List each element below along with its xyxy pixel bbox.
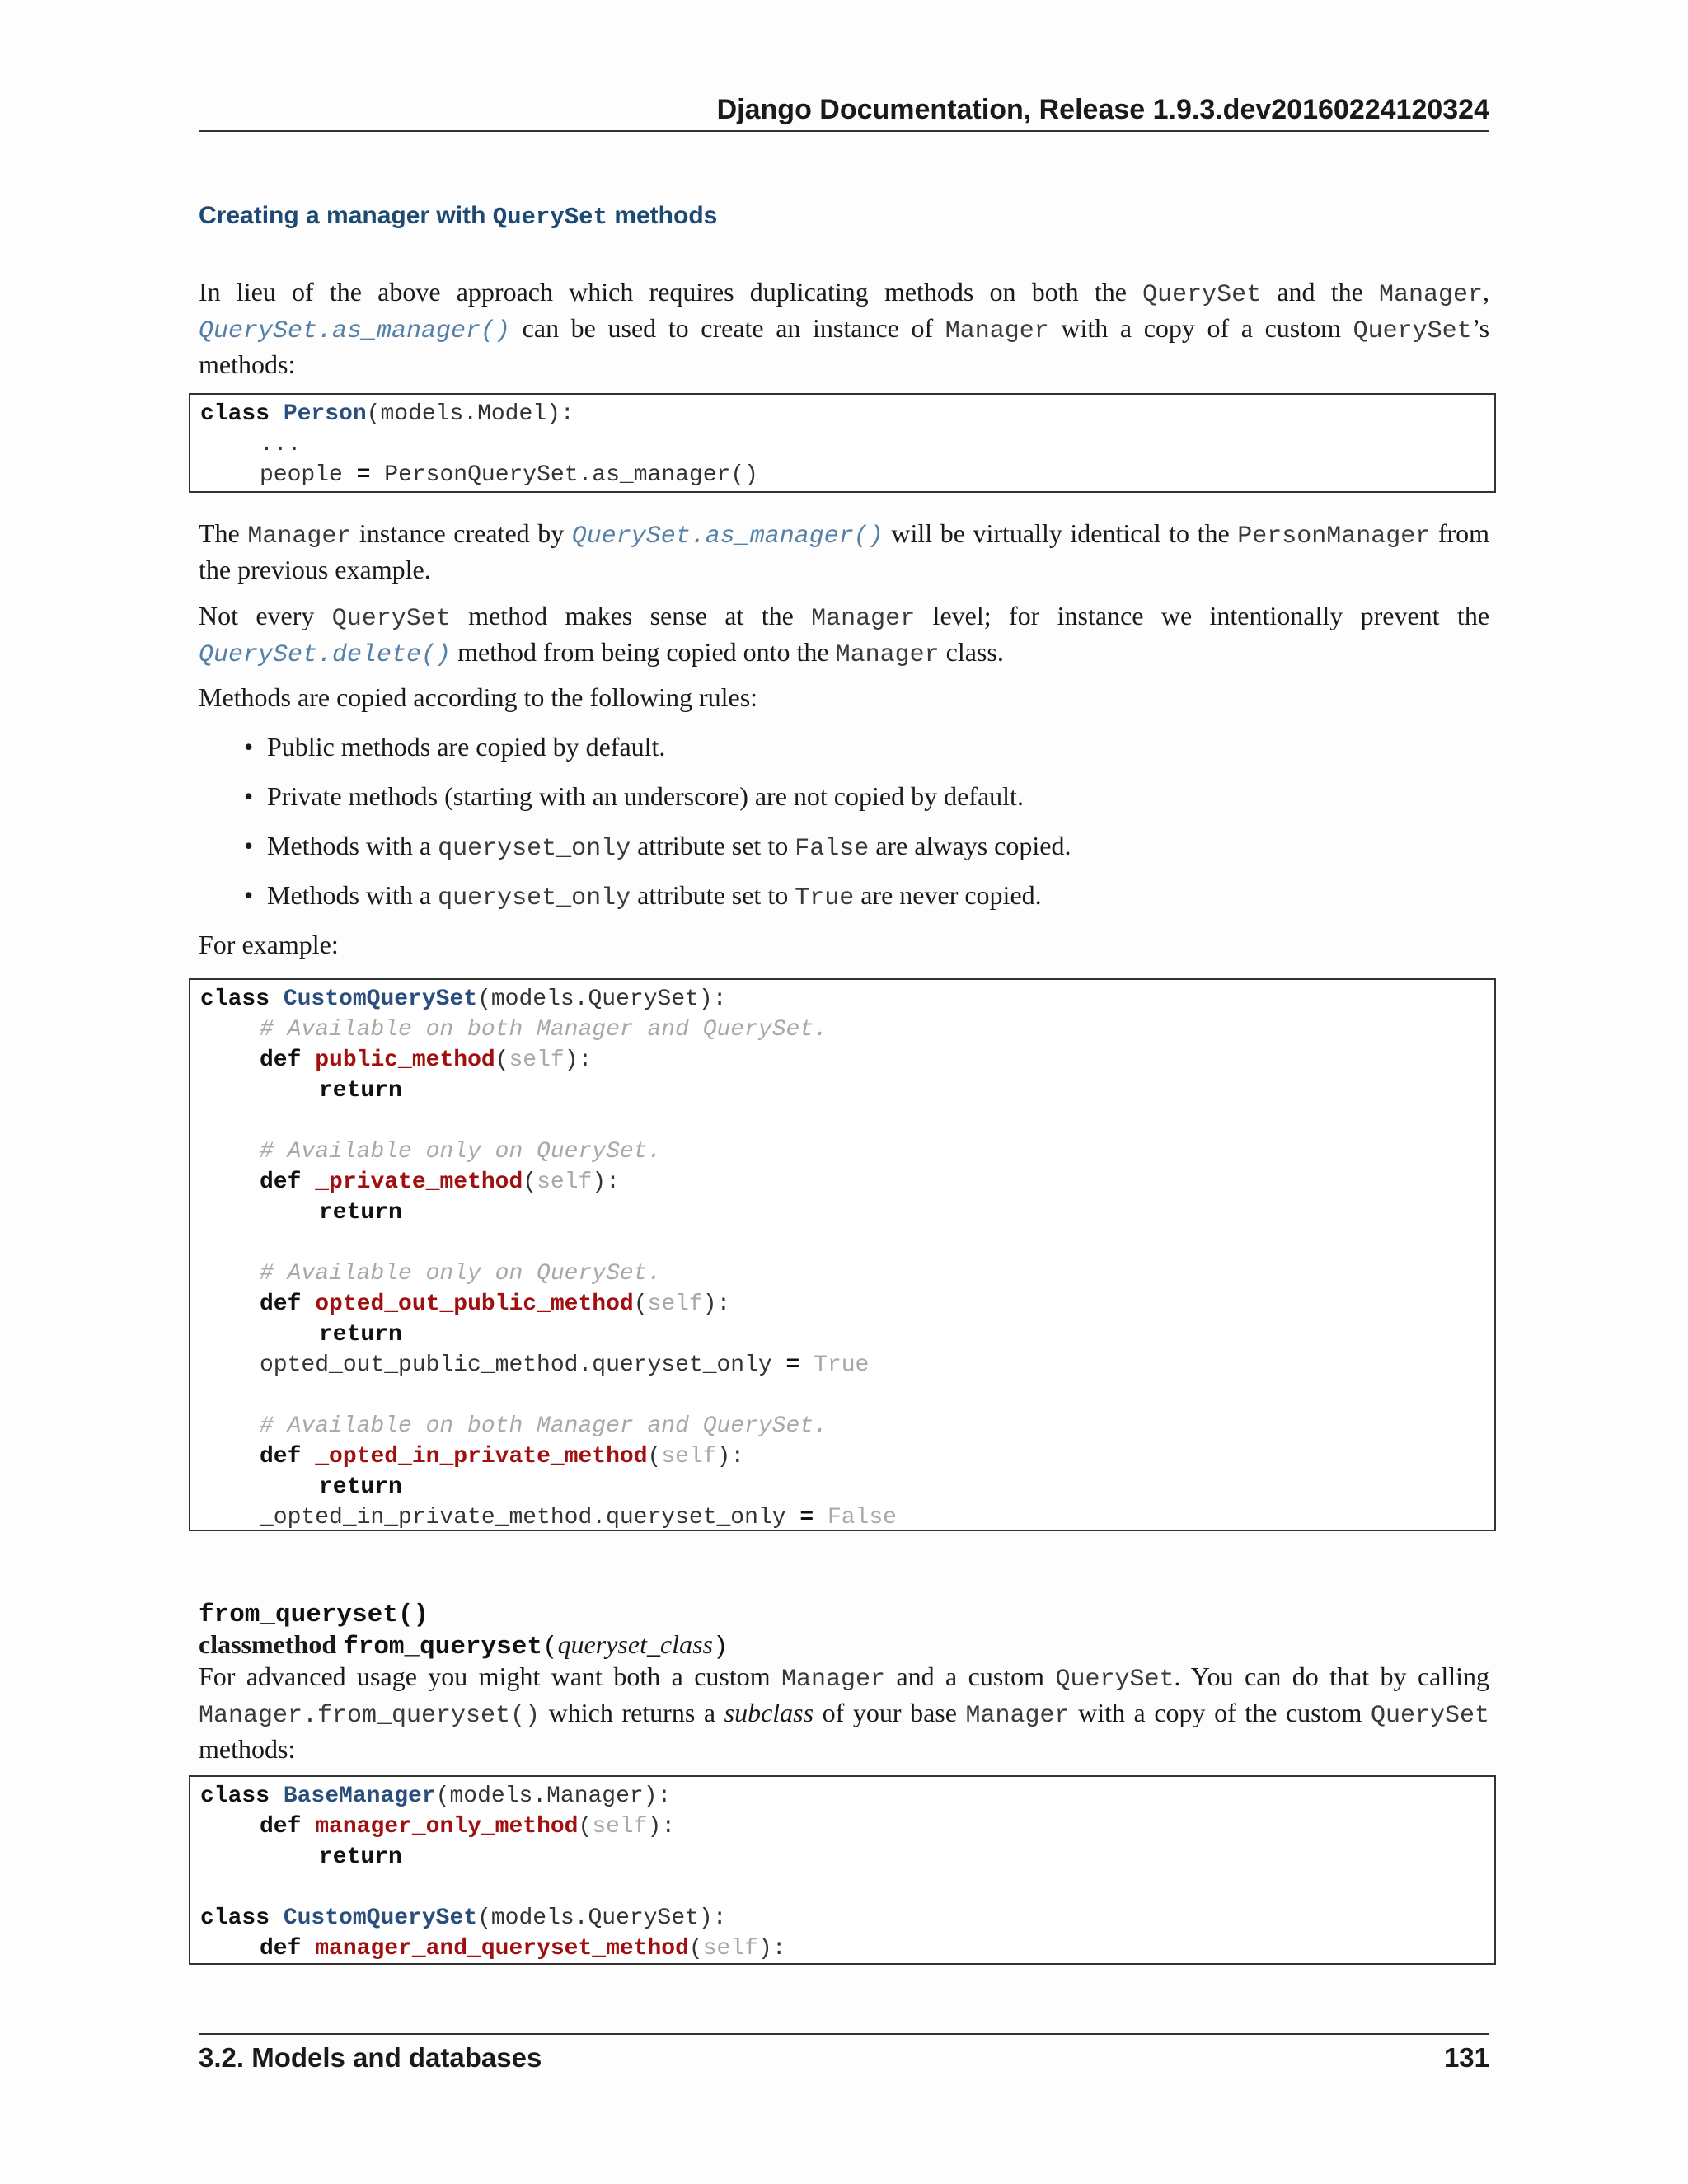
as-manager-link[interactable]: QuerySet.as_manager() <box>571 523 884 551</box>
code-line <box>200 399 758 429</box>
as-manager-link[interactable]: QuerySet.as_manager() <box>199 317 511 345</box>
keyword: return <box>319 1322 402 1347</box>
text-run: Methods with a <box>267 831 438 860</box>
function-name: _opted_in_private_method <box>315 1444 648 1469</box>
inline-code: Manager.from_queryset() <box>199 1702 541 1730</box>
code-text: ): <box>716 1444 745 1469</box>
keyword: return <box>319 1200 402 1226</box>
text-run: are never copied. <box>854 880 1042 910</box>
code-text: _opted_in_private_method.queryset_only <box>260 1505 786 1530</box>
code-text: ): <box>647 1814 676 1840</box>
keyword: class <box>200 987 270 1012</box>
code-text: ( <box>633 1291 648 1317</box>
section-title-code: QuerySet <box>492 204 607 231</box>
footer-section: 3.2. Models and databases <box>199 2042 542 2073</box>
signature-paren: ( <box>542 1633 558 1661</box>
code-line <box>200 1933 786 1964</box>
section-title-suffix: methods <box>607 202 718 229</box>
code-line <box>200 1197 897 1228</box>
list-item <box>244 879 1071 928</box>
method-signature[interactable] <box>199 1628 729 1664</box>
keyword: def <box>260 1936 302 1961</box>
delete-link[interactable]: QuerySet.delete() <box>199 641 452 669</box>
inline-code: Manager <box>945 317 1049 345</box>
keyword: def <box>260 1047 302 1073</box>
code-text: ): <box>592 1169 620 1195</box>
self-param: self <box>509 1047 565 1073</box>
list-item <box>244 730 1071 780</box>
example-intro: For example: <box>199 930 339 959</box>
list-item <box>244 780 1071 829</box>
inline-code: Manager <box>1378 281 1484 309</box>
self-param: self <box>702 1936 758 1961</box>
text-run: with a copy of a custom <box>1048 313 1353 343</box>
code-line <box>200 1472 897 1502</box>
inline-code: Manager <box>835 641 940 669</box>
text-run: Not every <box>199 601 332 630</box>
inline-code: QuerySet <box>331 605 451 633</box>
code-text: PersonQuerySet.as_manager() <box>384 462 758 488</box>
code-line <box>200 1502 897 1531</box>
inline-code: QuerySet <box>1142 281 1262 309</box>
text-run: level; for instance we intentionally prevent the <box>915 601 1490 630</box>
code-comment: # Available on both Manager and QuerySet. <box>260 1017 828 1043</box>
rules-list <box>244 730 1071 928</box>
code-line <box>200 429 758 460</box>
inline-code: QuerySet <box>1370 1702 1490 1730</box>
constant: True <box>814 1352 870 1378</box>
code-text: (models.QuerySet): <box>477 1905 727 1931</box>
code-line <box>200 1441 897 1472</box>
signature-keyword: classmethod <box>199 1629 337 1659</box>
keyword: class <box>200 1905 270 1931</box>
method-name: from_queryset <box>199 1601 398 1629</box>
text-run: are always copied. <box>869 831 1071 860</box>
code-line <box>200 1015 897 1045</box>
inline-code: queryset_only <box>438 884 631 912</box>
keyword: return <box>319 1078 402 1104</box>
section-title-prefix: Creating a manager with <box>199 202 493 229</box>
code-text: ( <box>495 1047 509 1073</box>
code-line <box>200 1380 897 1411</box>
intro-paragraph <box>199 275 1489 381</box>
self-param: self <box>661 1444 717 1469</box>
code-line <box>200 460 758 490</box>
running-header: Django Documentation, Release 1.9.3.dev20160224120324 <box>716 94 1489 125</box>
section-title[interactable] <box>199 202 717 231</box>
text-run: Public methods are copied by default. <box>267 732 666 762</box>
inline-code: Manager <box>811 605 916 633</box>
code-line <box>200 1167 897 1197</box>
page-number: 131 <box>1443 2042 1489 2073</box>
function-name: manager_only_method <box>315 1814 579 1840</box>
inline-code: Manager <box>965 1702 1070 1730</box>
code-text: ): <box>702 1291 731 1317</box>
text-run: of your base <box>814 1698 966 1727</box>
code-text: (models.Manager): <box>435 1783 672 1809</box>
text-run: The <box>199 518 248 548</box>
inline-code: QuerySet <box>1353 317 1472 345</box>
text-run: ’s methods: <box>199 313 1490 379</box>
text-run: which returns a <box>540 1698 724 1727</box>
code-line <box>200 1842 786 1872</box>
operator: = <box>785 1352 800 1378</box>
keyword: class <box>200 401 270 427</box>
self-param: self <box>592 1814 648 1840</box>
code-comment: # Available only on QuerySet. <box>260 1261 662 1286</box>
text-run: , <box>1483 277 1490 307</box>
signature-arg: queryset_class <box>557 1629 713 1659</box>
from-queryset-paragraph <box>199 1660 1489 1765</box>
signature-name: from_queryset <box>343 1633 542 1661</box>
code-text: (models.Model): <box>366 401 574 427</box>
header-rule <box>199 130 1489 132</box>
method-heading <box>199 1596 429 1632</box>
code-text: ): <box>757 1936 786 1961</box>
function-name: manager_and_queryset_method <box>315 1936 689 1961</box>
footer-rule <box>199 2033 1489 2035</box>
keyword: def <box>260 1291 302 1317</box>
code-line <box>200 1258 897 1289</box>
code-line <box>200 984 897 1015</box>
code-line <box>200 1319 897 1350</box>
code-text: ( <box>647 1444 662 1469</box>
text-run: Private methods (starting with an underscore) are not copied by default. <box>267 781 1024 811</box>
constant: False <box>827 1505 897 1530</box>
rules-intro: Methods are copied according to the following rules: <box>199 682 758 712</box>
text-run: For advanced usage you might want both a custom <box>199 1661 782 1691</box>
code-text: ): <box>564 1047 593 1073</box>
delete-paragraph <box>199 599 1489 672</box>
operator: = <box>356 462 371 488</box>
text-run: can be used to create an instance of <box>510 313 945 343</box>
code-text: opted_out_public_method.queryset_only <box>260 1352 772 1378</box>
signature-paren: ) <box>712 1633 729 1661</box>
keyword: return <box>319 1844 402 1870</box>
code-text: ... <box>260 432 302 457</box>
list-item <box>244 829 1071 879</box>
text-run: . You can do that by calling <box>1174 1661 1490 1691</box>
inline-code: True <box>795 884 855 912</box>
inline-code: queryset_only <box>438 835 631 863</box>
text-run: class. <box>939 637 1004 667</box>
text-run: method makes sense at the <box>450 601 812 630</box>
code-line <box>200 1137 897 1167</box>
text-run: and a custom <box>885 1661 1056 1691</box>
code-line <box>200 1076 897 1106</box>
function-name: public_method <box>315 1047 495 1073</box>
inline-code: PersonManager <box>1237 523 1431 551</box>
text-run: will be virtually identical to the <box>883 518 1238 548</box>
operator: = <box>799 1505 814 1530</box>
code-line <box>200 1411 897 1441</box>
keyword: def <box>260 1814 302 1840</box>
emphasis: subclass <box>724 1698 814 1727</box>
text-run: method from being copied onto the <box>451 637 836 667</box>
code-comment: # Available only on QuerySet. <box>260 1139 662 1165</box>
code-line <box>200 1872 786 1903</box>
self-param: self <box>647 1291 703 1317</box>
function-name: opted_out_public_method <box>315 1291 634 1317</box>
class-name: CustomQuerySet <box>283 1905 478 1931</box>
text-run: attribute set to <box>631 880 795 910</box>
text-run: with a copy of the custom <box>1069 1698 1371 1727</box>
code-line <box>200 1903 786 1933</box>
code-line <box>200 1811 786 1842</box>
self-param: self <box>537 1169 593 1195</box>
keyword: class <box>200 1783 270 1809</box>
class-name: Person <box>283 401 367 427</box>
text-run: attribute set to <box>631 831 795 860</box>
text-run: In lieu of the above approach which requires duplicating methods on both the <box>199 277 1143 307</box>
code-comment: # Available on both Manager and QuerySet. <box>260 1413 828 1439</box>
code-line <box>200 1781 786 1811</box>
keyword: return <box>319 1474 402 1500</box>
function-name: _private_method <box>315 1169 523 1195</box>
text-run: from the previous example. <box>199 518 1490 584</box>
code-block-person[interactable] <box>189 393 1496 493</box>
code-block-custom-queryset[interactable] <box>189 978 1496 1531</box>
inline-code: Manager <box>781 1666 886 1694</box>
text-run: methods: <box>199 1734 296 1764</box>
text-run: Methods with a <box>267 880 438 910</box>
code-text: ( <box>578 1814 593 1840</box>
class-name: BaseManager <box>283 1783 436 1809</box>
manager-paragraph <box>199 517 1489 586</box>
code-text: ( <box>688 1936 703 1961</box>
code-line <box>200 1350 897 1380</box>
inline-code: False <box>795 835 870 863</box>
text-run: and the <box>1261 277 1379 307</box>
code-text: people <box>260 462 343 488</box>
inline-code: QuerySet <box>1055 1666 1175 1694</box>
inline-code: Manager <box>247 523 352 551</box>
code-block-base-manager[interactable] <box>189 1775 1496 1965</box>
text-run: instance created by <box>351 518 572 548</box>
code-line <box>200 1045 897 1076</box>
class-name: CustomQuerySet <box>283 987 478 1012</box>
code-line <box>200 1289 897 1319</box>
method-parens: () <box>397 1601 429 1629</box>
code-line <box>200 1228 897 1258</box>
keyword: def <box>260 1444 302 1469</box>
code-text: ( <box>523 1169 537 1195</box>
code-line <box>200 1106 897 1137</box>
keyword: def <box>260 1169 302 1195</box>
code-text: (models.QuerySet): <box>477 987 727 1012</box>
